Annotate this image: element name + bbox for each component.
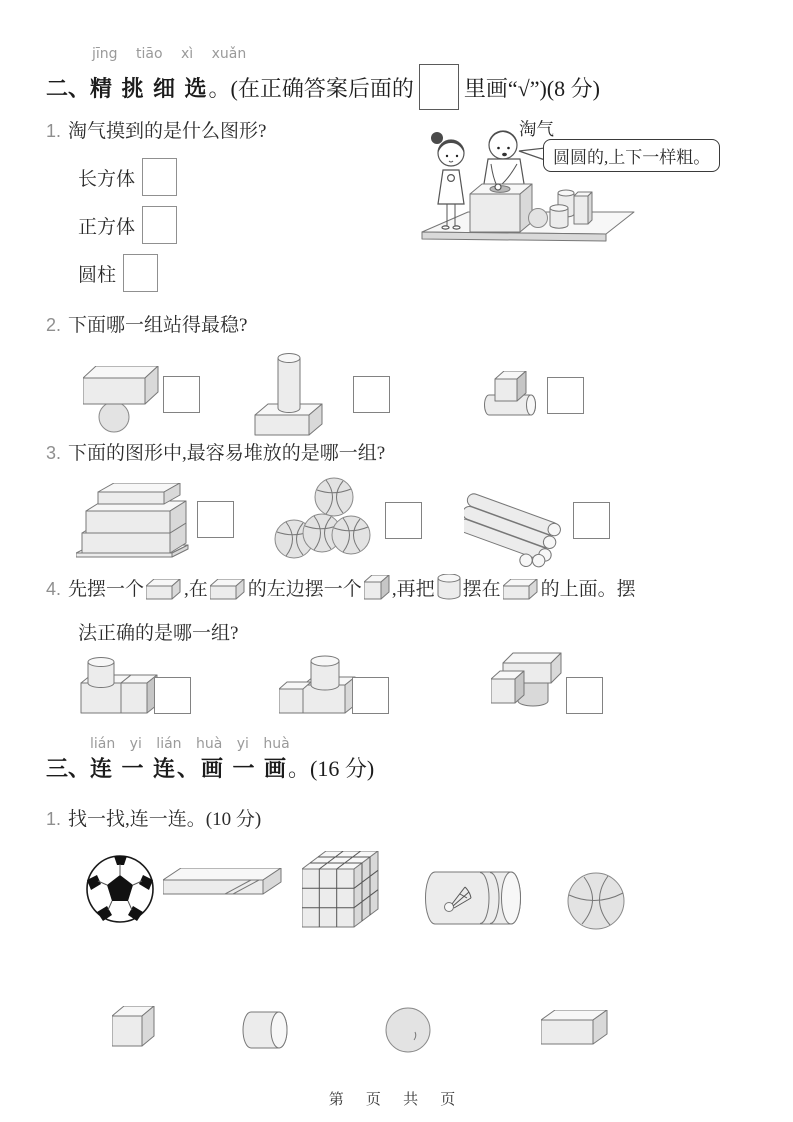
speech-pointer (519, 148, 545, 160)
pencil-box-shape (163, 868, 281, 880)
q2-group-2-checkbox[interactable] (353, 376, 390, 413)
q4-group-3 (491, 651, 565, 720)
feeling-box (470, 194, 520, 232)
match-shape-cuboid[interactable] (541, 1010, 609, 1051)
inline-cube-icon (364, 575, 390, 600)
boy-name-label: 淘气 (519, 119, 554, 139)
q4-text-part: 的上面。摆 (540, 579, 636, 600)
question-5-number: 1. (46, 809, 62, 829)
q4-text-part: ,再把 (391, 579, 435, 600)
section2-title: 精 挑 细 选 (90, 76, 209, 101)
q2-group-3-cube-on-cylinder (481, 371, 539, 422)
cube-shape (121, 683, 147, 713)
speech-bubble: 圆圆的,上下一样粗。 (543, 139, 720, 172)
q4-text-part: 摆在 (462, 579, 501, 600)
match-shape-cylinder[interactable] (241, 1010, 289, 1055)
example-answer-box (419, 64, 459, 110)
question-5-text: 找一找,连一连。(10 分) (68, 809, 262, 830)
q1-option-cube (78, 206, 177, 244)
cube-shape (279, 689, 303, 713)
section3-heading (46, 752, 374, 783)
cuboid-on-table (574, 196, 588, 224)
question-4-line1 (46, 574, 636, 601)
girl-ponytail (431, 132, 443, 144)
q1-option-cube-checkbox[interactable] (142, 206, 177, 244)
sphere-on-table (529, 209, 548, 228)
question-3 (46, 438, 385, 465)
question-1 (46, 116, 266, 143)
match-object-badminton-tube[interactable] (424, 870, 524, 931)
q3-group-2-checkbox[interactable] (385, 502, 422, 539)
q4-group-2-checkbox[interactable] (352, 677, 389, 714)
section3-number: 三、 (46, 756, 91, 781)
cuboid-shape (98, 492, 164, 504)
q1-option-cylinder-checkbox[interactable] (123, 254, 158, 292)
inline-cylinder-icon (437, 574, 461, 600)
cube-shape (491, 679, 515, 703)
question-4-line2: 法正确的是哪一组? (78, 623, 239, 644)
q2-group-1-checkbox[interactable] (163, 376, 200, 413)
basketball-shape (332, 516, 370, 554)
q2-group-2-cylinder-on-cuboid (253, 352, 329, 441)
basketball-shape (315, 478, 353, 516)
question-5 (46, 804, 261, 831)
question-3-text: 下面的图形中,最容易堆放的是哪一组? (68, 443, 386, 464)
q3-group-2-basketball-pile (272, 476, 372, 567)
girl-hands (448, 175, 455, 182)
section2-instruction-pre: 。(在正确答案后面的 (208, 76, 414, 101)
cuboid-shape (82, 533, 170, 553)
q4-group-1-checkbox[interactable] (154, 677, 191, 714)
cuboid-shape (83, 378, 145, 404)
question-2-text: 下面哪一组站得最稳? (68, 315, 248, 336)
q1-option-cylinder (78, 254, 158, 292)
q1-option-cuboid-label: 长方体 (78, 168, 136, 190)
q2-group-1-cuboid-on-sphere (83, 366, 163, 439)
cube-shape (495, 379, 517, 401)
section3-points: 。(16 分) (288, 756, 375, 781)
q3-group-1-stacked-cuboids (76, 483, 190, 566)
q1-option-cylinder-label: 圆柱 (78, 264, 117, 286)
match-shape-cube[interactable] (112, 1006, 156, 1053)
q3-group-3-cylinder-bundle (464, 484, 576, 575)
q1-option-cuboid-checkbox[interactable] (142, 158, 177, 196)
section2-number: 二、 (46, 76, 91, 101)
q2-group-3-checkbox[interactable] (547, 377, 584, 414)
question-4-number: 4. (46, 579, 62, 599)
question-1-text: 淘气摸到的是什么图形? (68, 121, 267, 142)
section2-heading (46, 64, 600, 110)
cuboid-shape (86, 511, 170, 533)
section2-instruction-post: 里画“√”)(8 分) (463, 76, 600, 101)
q4-text-part: ,在 (184, 579, 208, 600)
section2-pinyin: jīng tiāo xì xuǎn (92, 46, 247, 62)
match-shape-sphere[interactable] (384, 1006, 432, 1059)
match-object-pencil-box[interactable] (163, 868, 283, 915)
boy-hand (495, 184, 501, 190)
inline-cuboid-icon (210, 579, 246, 600)
q1-option-cuboid (78, 158, 177, 196)
q4-group-2 (279, 655, 357, 720)
q3-group-1-checkbox[interactable] (197, 501, 234, 538)
inline-cuboid-icon (503, 579, 539, 600)
q1-option-cube-label: 正方体 (78, 216, 136, 238)
section3-pinyin: lián yi lián huà yi huà (90, 736, 290, 752)
inline-cuboid-icon (146, 579, 182, 600)
question-2-number: 2. (46, 315, 62, 335)
cylinder-shape (278, 358, 300, 413)
sphere-shape (99, 402, 129, 432)
q4-group-3-checkbox[interactable] (566, 677, 603, 714)
cuboid-shape (255, 415, 309, 435)
q4-group-1 (79, 657, 161, 720)
question-3-number: 3. (46, 443, 62, 463)
match-object-rubiks-cube[interactable] (302, 851, 380, 934)
question-2 (46, 310, 247, 337)
sphere-shape (386, 1008, 430, 1052)
match-object-soccer-ball[interactable] (84, 853, 156, 930)
question-1-number: 1. (46, 121, 62, 141)
q3-group-3-checkbox[interactable] (573, 502, 610, 539)
section3-title: 连 一 连、画 一 画 (90, 756, 289, 781)
match-object-basketball[interactable] (566, 871, 626, 936)
page-footer: 第 页 共 页 (328, 1091, 465, 1108)
table-edge (422, 232, 606, 241)
q4-text-part: 先摆一个 (68, 579, 145, 600)
q4-text-part: 的左边摆一个 (247, 579, 362, 600)
